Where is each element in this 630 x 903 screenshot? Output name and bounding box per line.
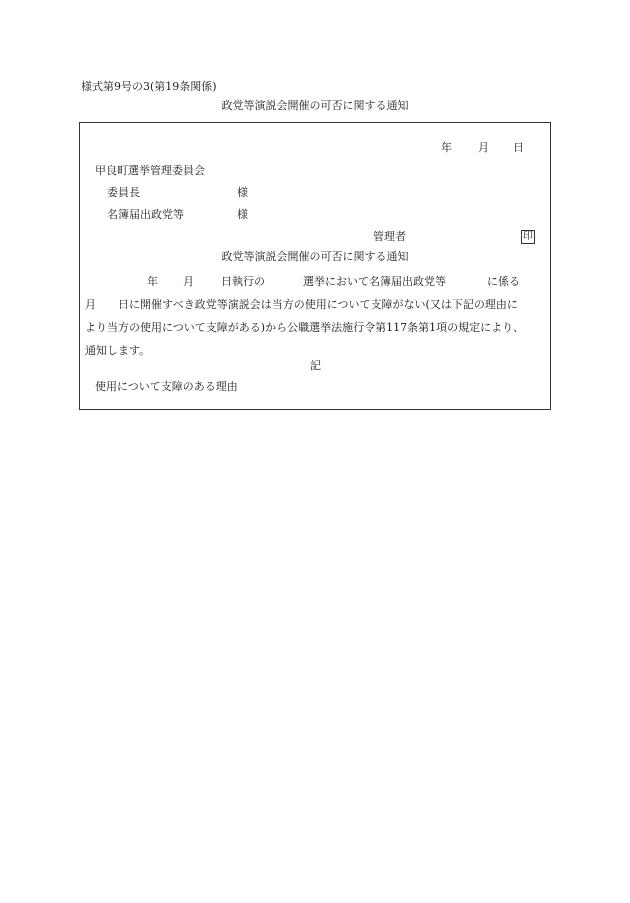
date-year: 年 [441, 141, 452, 154]
party-honorific: 様 [237, 208, 248, 221]
ki-mark: 記 [310, 359, 321, 372]
body-day-execution: 日執行の [221, 275, 265, 288]
date-day: 日 [513, 141, 524, 154]
date-month: 月 [478, 141, 489, 154]
chairman-honorific: 様 [237, 186, 248, 199]
body-month: 月 [183, 275, 194, 288]
body-line-3 [85, 317, 547, 340]
form-number-label: 様式第9号の3(第19条関係) [81, 80, 217, 93]
body-line3-text: より当方の使用について支障がある)から公職選挙法施行令第117条第1項の規定により、 [85, 321, 525, 334]
body-line4-text: 通知します。 [85, 344, 151, 357]
body-line-1 [85, 271, 547, 294]
party-label: 名簿届出政党等 [107, 208, 184, 221]
body-concerning: に係る [487, 275, 520, 288]
reason-label: 使用について支障のある理由 [95, 380, 238, 393]
body-election: 選挙において名簿届出政党等 [303, 275, 446, 288]
body-line2-rest: 日に開催すべき政党等演説会は当方の使用について支障がない(又は下記の理由に [118, 298, 518, 311]
document-title: 政党等演説会開催の可否に関する通知 [221, 99, 409, 112]
body-line2-month: 月 [85, 298, 96, 311]
date-row [0, 141, 630, 155]
body-year: 年 [147, 275, 158, 288]
body-line-2 [85, 294, 547, 317]
chairman-label: 委員長 [107, 186, 140, 199]
inner-title: 政党等演説会開催の可否に関する通知 [221, 250, 409, 263]
manager-label: 管理者 [373, 230, 406, 243]
seal-mark: 印 [523, 231, 533, 242]
committee-name: 甲良町選挙管理委員会 [95, 164, 205, 177]
notice-body [85, 271, 547, 363]
